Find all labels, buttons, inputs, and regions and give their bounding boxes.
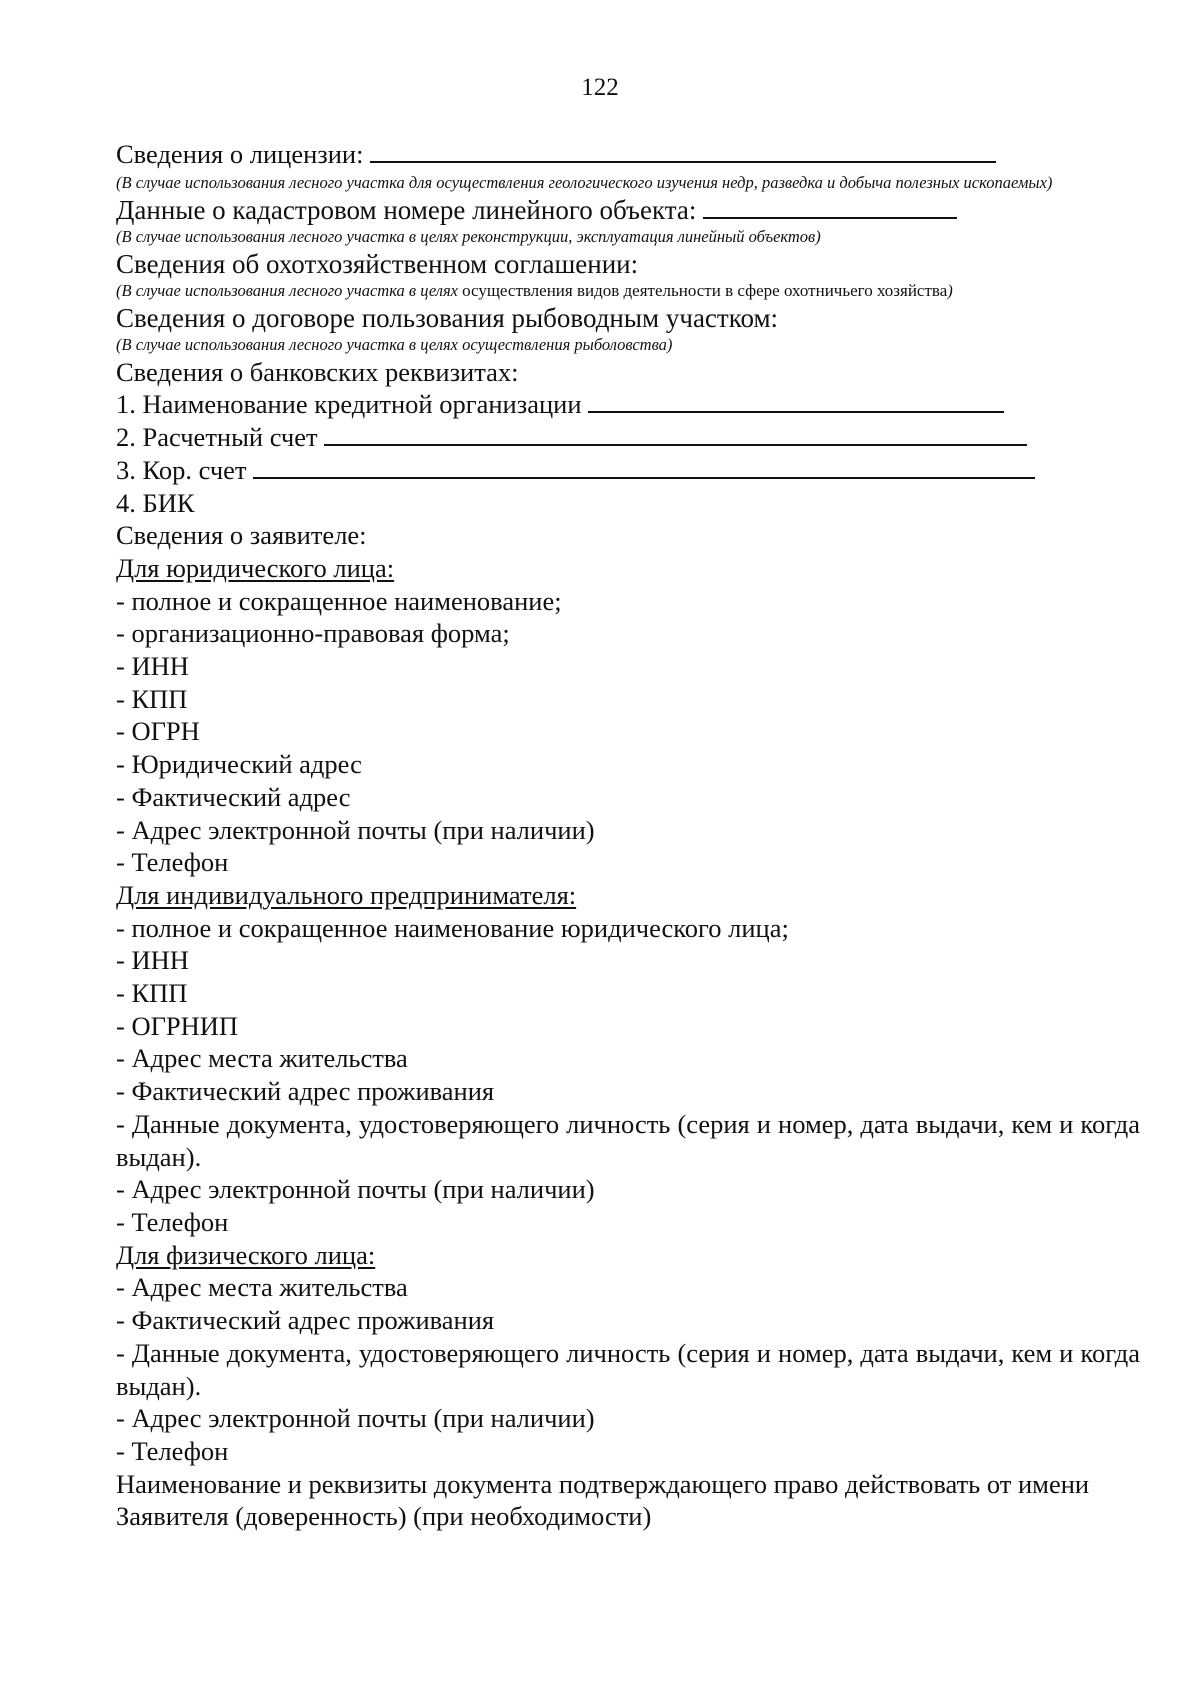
list-item: - Данные документа, удостоверяющего личность (серия и номер, дата выдачи, кем и когда выдан).: [116, 1108, 1140, 1172]
bank-account-blank[interactable]: [324, 422, 1027, 446]
bank-name-blank[interactable]: [588, 389, 1004, 413]
hunting-note: [116, 281, 1140, 301]
entrepreneur-heading: Для индивидуального предпринимателя:: [116, 879, 577, 910]
form-content: [116, 138, 1140, 1533]
list-item: - полное и сокращенное наименование юридического лица;: [116, 912, 789, 943]
fish-label: Сведения о договоре пользования рыбоводным участком:: [116, 302, 779, 333]
list-item: - Телефон: [116, 1206, 229, 1237]
bank-item-corr: [116, 454, 1140, 487]
list-item: - Фактический адрес: [116, 781, 351, 812]
individual-heading: Для физического лица:: [116, 1239, 376, 1270]
list-item: - КПП: [116, 683, 188, 714]
list-item: - ОГРНИП: [116, 1010, 239, 1041]
list-item: - Фактический адрес проживания: [116, 1076, 495, 1107]
list-item: - Адрес места жительства: [116, 1272, 408, 1303]
list-item: - ИНН: [116, 945, 189, 976]
list-item: - Адрес места жительства: [116, 1043, 408, 1074]
bank-item-account: [116, 421, 1140, 454]
list-item: - ИНН: [116, 651, 189, 682]
legal-heading: Для юридического лица:: [116, 552, 395, 583]
list-item: - Телефон: [116, 1435, 229, 1466]
bank-item-label: 2. Расчетный счет: [116, 422, 318, 453]
list-item: - Юридический адрес: [116, 749, 362, 780]
list-item: - организационно-правовая форма;: [116, 618, 510, 649]
bank-item-name: [116, 388, 1140, 421]
hunting-label: Сведения об охотхозяйственном соглашении:: [116, 248, 639, 279]
bank-item-label: 3. Кор. счет: [116, 454, 247, 485]
bank-item-label: 1. Наименование кредитной организации: [116, 389, 582, 420]
applicant-label: Сведения о заявителе:: [116, 520, 367, 551]
cadastral-note: (В случае использования лесного участка в целях реконструкции, эксплуатация линейный объектов): [116, 226, 821, 246]
hunting-note-close: ): [947, 280, 953, 300]
list-item: - КПП: [116, 978, 188, 1009]
cadastral-line: [116, 195, 1140, 225]
license-note: (В случае использования лесного участка для осуществления геологического изучения недр, разведка и добыча полезных ископаемых): [116, 172, 1053, 192]
list-item: - полное и сокращенное наименование;: [116, 585, 562, 616]
list-item: - Данные документа, удостоверяющего личность (серия и номер, дата выдачи, кем и когда выдан).: [116, 1337, 1140, 1401]
bank-corr-blank[interactable]: [253, 455, 1035, 479]
license-label: Сведения о лицензии:: [116, 139, 364, 169]
list-item: - ОГРН: [116, 716, 200, 747]
hunting-note-italic: (В случае использования лесного участка в целях: [116, 280, 458, 300]
fish-note: (В случае использования лесного участка в целях осуществления рыболовства): [116, 334, 673, 354]
license-blank[interactable]: [370, 139, 996, 163]
list-item: - Адрес электронной почты (при наличии): [116, 1174, 595, 1205]
license-line: [116, 138, 1140, 171]
proxy-paragraph: Наименование и реквизиты документа подтверждающего право действовать от имени Заявителя (доверенность) (при необходимости): [116, 1468, 1090, 1532]
hunting-note-upright: осуществления видов деятельности в сфере охотничьего хозяйства: [462, 280, 948, 300]
list-item: - Телефон: [116, 847, 229, 878]
page-number: 122: [581, 74, 619, 101]
list-item: - Адрес электронной почты (при наличии): [116, 1403, 595, 1434]
cadastral-label: Данные о кадастровом номере линейного объекта:: [116, 194, 697, 225]
list-item: - Фактический адрес проживания: [116, 1305, 495, 1336]
list-item: - Адрес электронной почты (при наличии): [116, 814, 595, 845]
cadastral-blank[interactable]: [703, 195, 957, 219]
bank-label: Сведения о банковских реквизитах:: [116, 356, 519, 387]
bank-item-bik: 4. БИК: [116, 487, 195, 518]
